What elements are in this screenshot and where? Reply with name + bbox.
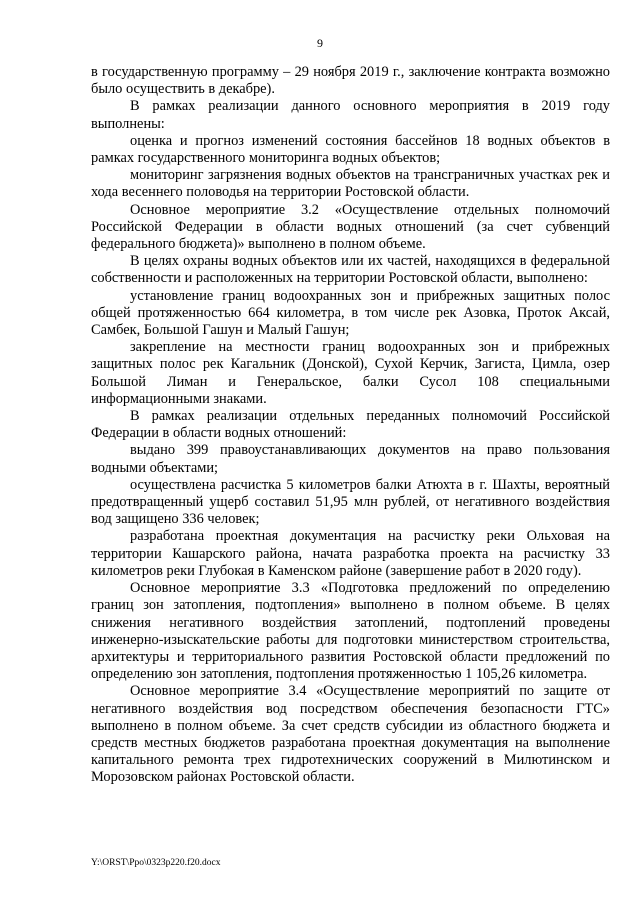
paragraph: выдано 399 правоустанавливающих документов на право пользования водными объектами; bbox=[91, 442, 610, 476]
paragraph: Основное мероприятие 3.4 «Осуществление мероприятий по защите от негативного воздействия вод посредством обеспечения безопасности ГТС» выполнено в полном объеме. За счет средств субсидии из областного бюджета и средств местных бюджетов разработана проектная документация на выполнение капитального ремонта трех гидротехнических сооружений в Милютинском и Морозовском районах Ростовской области. bbox=[91, 683, 610, 786]
paragraph: установление границ водоохранных зон и прибрежных защитных полос общей протяженностью 664 километра, в том числе рек Азовка, Проток Аксай, Самбек, Большой Гашун и Малый Гашун; bbox=[91, 287, 610, 339]
paragraph: Основное мероприятие 3.3 «Подготовка предложений по определению границ зон затопления, подтопления» выполнено в полном объеме. В целях снижения негативного воздействия затоплений, подтоплений проведены инженерно-изыскательские работы для подготовки министерством строительства, архитектуры и территориального развития Ростовской области предложений по определению зон затопления, подтопления протяженностью 1 105,26 километра. bbox=[91, 580, 610, 683]
paragraph: оценка и прогноз изменений состояния бассейнов 18 водных объектов в рамках государственного мониторинга водных объектов; bbox=[91, 132, 610, 167]
document-body bbox=[91, 64, 610, 787]
paragraph: В целях охраны водных объектов или их частей, находящихся в федеральной собственности и расположенных на территории Ростовской области, выполнено: bbox=[91, 253, 610, 287]
paragraph-continuation: в государственную программу – 29 ноября 2019 г., заключение контракта возможно было осуществить в декабре). bbox=[91, 64, 610, 98]
paragraph: В рамках реализации отдельных переданных полномочий Российской Федерации в области водных отношений: bbox=[91, 408, 610, 442]
footer-file-path: Y:\ORST\Ppo\0323p220.f20.docx bbox=[91, 858, 221, 868]
paragraph: закрепление на местности границ водоохранных зон и прибрежных защитных полос рек Кагальник (Донской), Сухой Керчик, Загиста, Цимла, озер Большой Лиман и Генеральское, балки Сусол 108 специальными информационными знаками. bbox=[91, 339, 610, 407]
paragraph: мониторинг загрязнения водных объектов на трансграничных участках рек и хода весеннего половодья на территории Ростовской области. bbox=[91, 167, 610, 201]
paragraph: разработана проектная документация на расчистку реки Ольховая на территории Кашарского района, начата разработка проекта на расчистку 33 километров реки Глубокая в Каменском районе (завершение работ в 2020 году). bbox=[91, 528, 610, 579]
paragraph: Основное мероприятие 3.2 «Осуществление отдельных полномочий Российской Федерации в области водных отношений (за счет субвенций федерального бюджета)» выполнено в полном объеме. bbox=[91, 201, 610, 253]
paragraph: осуществлена расчистка 5 километров балки Атюхта в г. Шахты, вероятный предотвращенный ущерб составил 51,95 млн рублей, от негативного воздействия вод защищено 336 человек; bbox=[91, 476, 610, 528]
page-number: 9 bbox=[317, 36, 323, 50]
paragraph: В рамках реализации данного основного мероприятия в 2019 году выполнены: bbox=[91, 98, 610, 132]
